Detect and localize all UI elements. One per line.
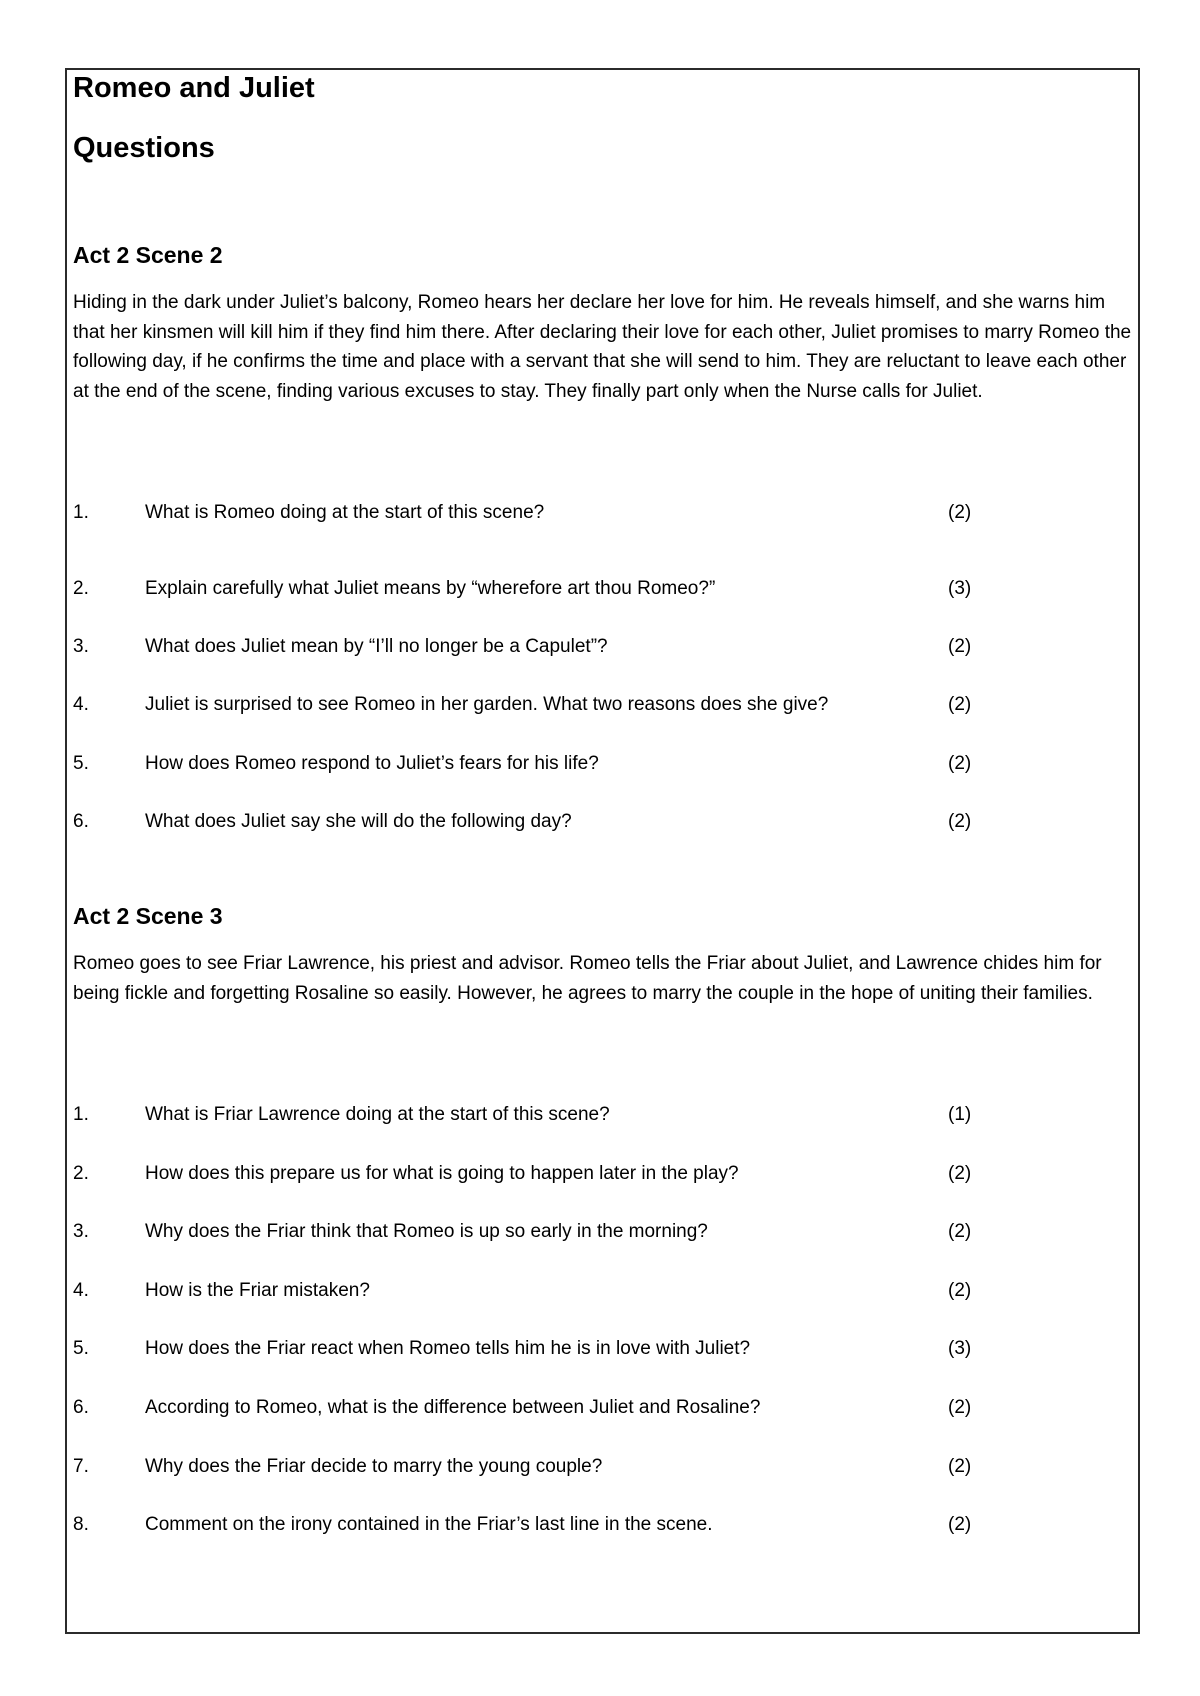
question-number: 1. bbox=[73, 1104, 89, 1125]
question-marks: (2) bbox=[948, 753, 972, 774]
question-text: According to Romeo, what is the difference between Juliet and Rosaline? bbox=[145, 1397, 761, 1418]
question-text: Juliet is surprised to see Romeo in her garden. What two reasons does she give? bbox=[145, 694, 829, 715]
question-marks: (2) bbox=[948, 1280, 972, 1301]
question-marks: (2) bbox=[948, 1163, 972, 1184]
question-row bbox=[73, 691, 1133, 719]
question-marks: (2) bbox=[948, 694, 972, 715]
document-title: Romeo and Juliet bbox=[73, 72, 315, 104]
question-marks: (2) bbox=[948, 811, 972, 832]
question-text: How does this prepare us for what is going to happen later in the play? bbox=[145, 1163, 739, 1184]
question-marks: (2) bbox=[948, 1456, 972, 1477]
question-marks: (3) bbox=[948, 578, 972, 599]
question-text: Comment on the irony contained in the Friar’s last line in the scene. bbox=[145, 1514, 713, 1535]
question-row bbox=[73, 1511, 1133, 1539]
section-act2-scene2 bbox=[73, 242, 1133, 407]
question-text: How is the Friar mistaken? bbox=[145, 1280, 370, 1301]
scene-summary: Hiding in the dark under Juliet’s balcony, Romeo hears her declare her love for him. He reveals himself, and she warns him that her kinsmen will kill him if they find him there. After declaring their love for each other, Juliet promises to marry Romeo the following day, if he confirms the time and place with a servant that she will send to him. They are reluctant to leave each other at the end of the scene, finding various excuses to stay. They finally part only when the Nurse calls for Juliet. bbox=[73, 292, 1132, 403]
question-text: Why does the Friar think that Romeo is up so early in the morning? bbox=[145, 1221, 708, 1242]
question-row bbox=[73, 575, 1133, 603]
question-marks: (1) bbox=[948, 1104, 972, 1125]
question-number: 8. bbox=[73, 1514, 89, 1535]
question-marks: (2) bbox=[948, 1514, 972, 1535]
question-row bbox=[73, 633, 1133, 661]
question-row bbox=[73, 808, 1133, 836]
question-text: How does Romeo respond to Juliet’s fears for his life? bbox=[145, 753, 599, 774]
question-number: 6. bbox=[73, 811, 89, 832]
question-text: Explain carefully what Juliet means by “wherefore art thou Romeo?” bbox=[145, 578, 716, 599]
question-number: 2. bbox=[73, 578, 89, 599]
question-row bbox=[73, 1218, 1133, 1246]
question-row bbox=[73, 1335, 1133, 1363]
question-marks: (2) bbox=[948, 1221, 972, 1242]
question-text: What is Friar Lawrence doing at the start of this scene? bbox=[145, 1104, 610, 1125]
question-number: 4. bbox=[73, 1280, 89, 1301]
question-marks: (2) bbox=[948, 636, 972, 657]
question-row bbox=[73, 1394, 1133, 1422]
question-number: 3. bbox=[73, 636, 89, 657]
question-row bbox=[73, 499, 1133, 527]
question-number: 4. bbox=[73, 694, 89, 715]
question-text: What is Romeo doing at the start of this scene? bbox=[145, 502, 545, 523]
question-marks: (2) bbox=[948, 1397, 972, 1418]
question-marks: (2) bbox=[948, 502, 972, 523]
question-row bbox=[73, 1101, 1133, 1129]
question-row bbox=[73, 1160, 1133, 1188]
section-heading: Act 2 Scene 2 bbox=[73, 242, 223, 268]
question-text: What does Juliet mean by “I’ll no longer be a Capulet”? bbox=[145, 636, 608, 657]
question-row bbox=[73, 1277, 1133, 1305]
question-row bbox=[73, 750, 1133, 778]
question-number: 7. bbox=[73, 1456, 89, 1477]
question-number: 3. bbox=[73, 1221, 89, 1242]
question-number: 1. bbox=[73, 502, 89, 523]
section-act2-scene3 bbox=[73, 903, 1133, 1008]
question-number: 5. bbox=[73, 1338, 89, 1359]
question-number: 5. bbox=[73, 753, 89, 774]
section-heading: Act 2 Scene 3 bbox=[73, 903, 223, 929]
question-text: What does Juliet say she will do the following day? bbox=[145, 811, 572, 832]
question-text: How does the Friar react when Romeo tells him he is in love with Juliet? bbox=[145, 1338, 751, 1359]
question-number: 2. bbox=[73, 1163, 89, 1184]
scene-summary: Romeo goes to see Friar Lawrence, his priest and advisor. Romeo tells the Friar about Juliet, and Lawrence chides him for being fickle and forgetting Rosaline so easily. However, he agrees to marry the couple in the hope of uniting their families. bbox=[73, 953, 1102, 1004]
question-text: Why does the Friar decide to marry the young couple? bbox=[145, 1456, 603, 1477]
question-row bbox=[73, 1453, 1133, 1481]
question-number: 6. bbox=[73, 1397, 89, 1418]
question-marks: (3) bbox=[948, 1338, 972, 1359]
document-subtitle: Questions bbox=[73, 132, 215, 164]
